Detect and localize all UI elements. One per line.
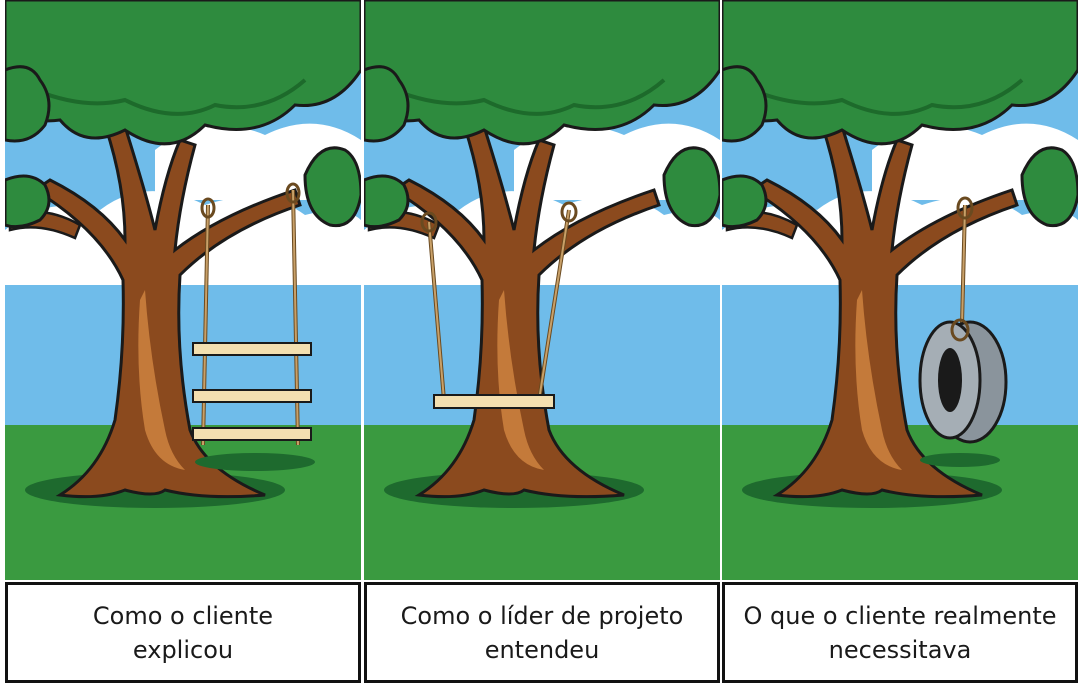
comic-panel-needed [722,0,1078,687]
caption-needed-line1: O que o cliente realmente [743,601,1057,630]
comic-panel-explained [5,0,361,687]
scene-understood-illustration [364,0,720,580]
caption-explained-line2: explicou [132,635,234,664]
caption-understood [364,582,720,683]
caption-understood-line2: entendeu [484,635,600,664]
caption-needed [722,582,1078,683]
caption-understood-line1: Como o líder de projeto [400,601,684,630]
caption-explained-line1: Como o cliente [92,601,274,630]
caption-needed-line2: necessitava [828,635,972,664]
comic-panel-understood [364,0,720,687]
scene-needed-illustration [722,0,1078,580]
scene-explained-illustration [5,0,361,580]
caption-explained [5,582,361,683]
